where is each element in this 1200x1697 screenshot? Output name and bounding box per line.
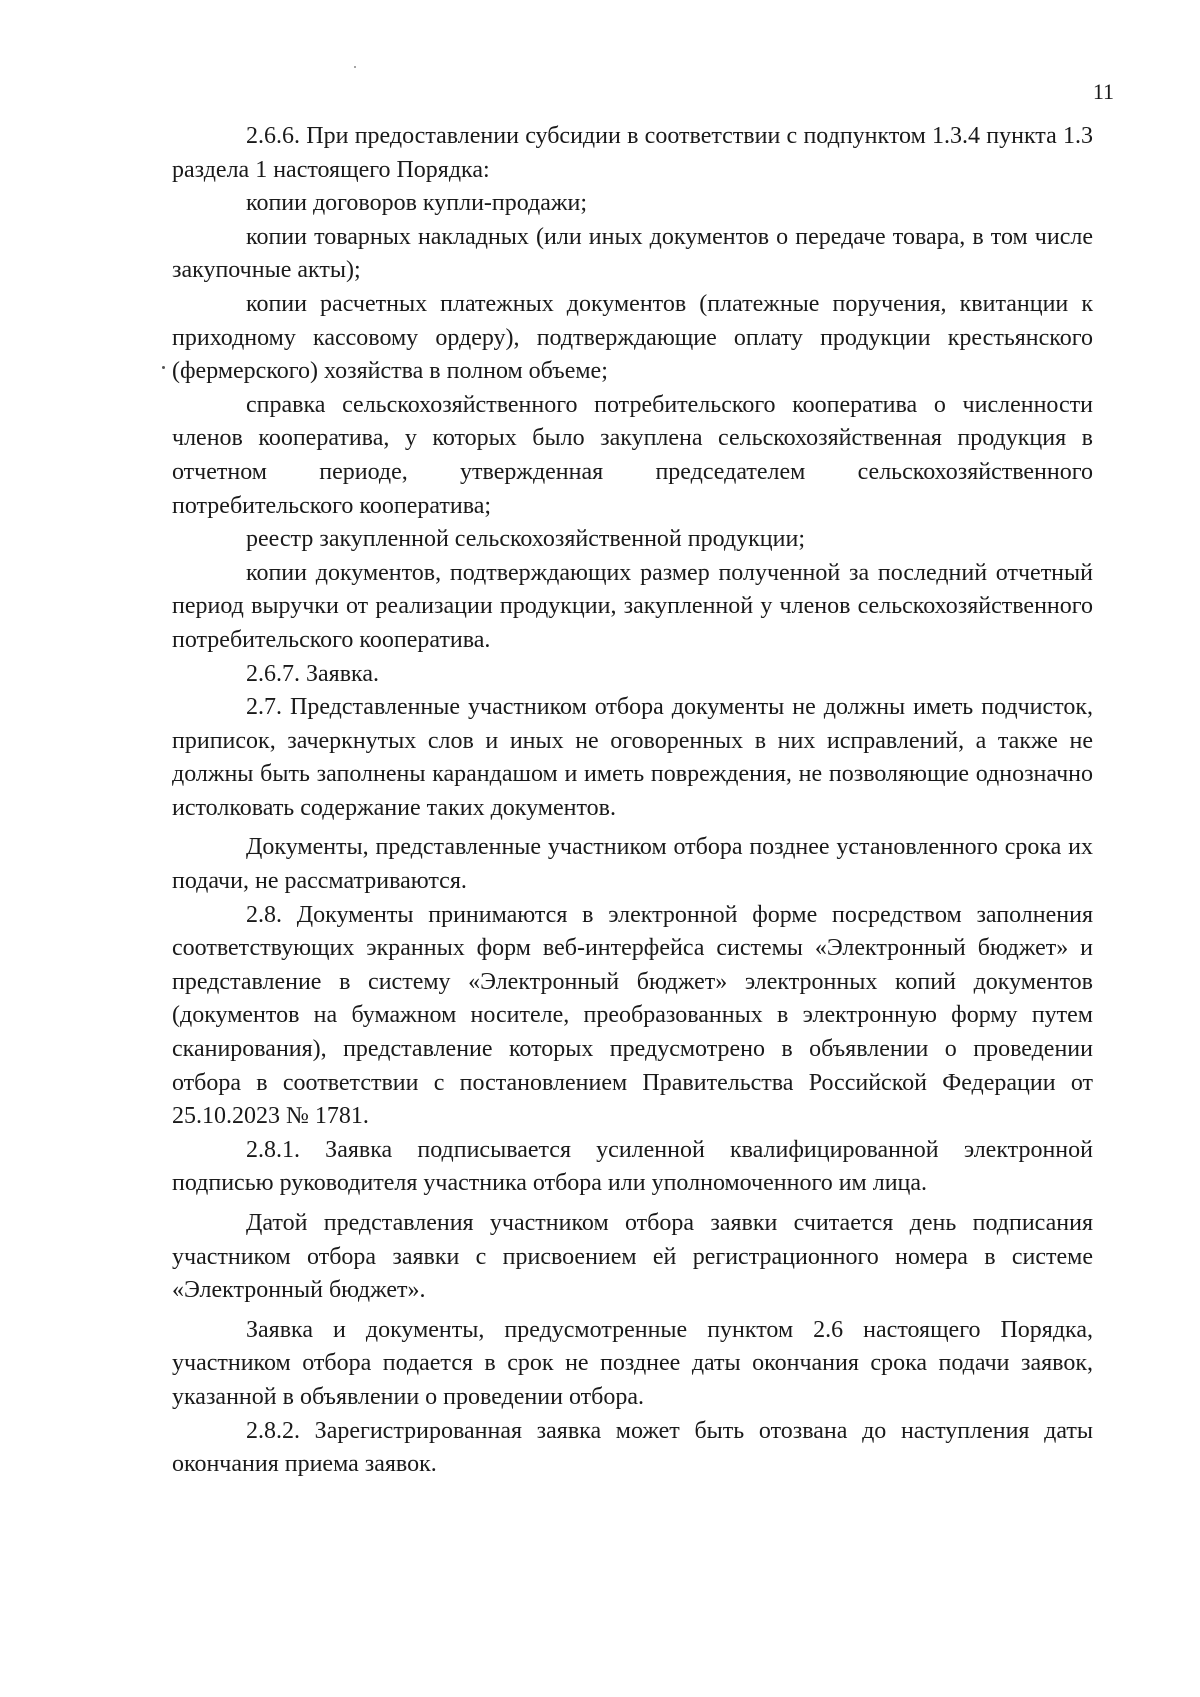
list-item-sale-contracts: копии договоров купли-продажи; (246, 190, 588, 217)
document-body (172, 120, 1093, 1482)
paragraph-2-6-6: 2.6.6. При предоставлении субсидии в соответствии с подпунктом 1.3.4 пункта 1.3 раздела 1 настоящего Порядка: (172, 123, 1093, 183)
paragraph-submission-date: Датой представления участником отбора заявки считается день подписания участником отбора заявки с присвоением ей регистрационного номера в системе «Электронный бюджет». (172, 1210, 1093, 1304)
paragraph-2-8: 2.8. Документы принимаются в электронной форме посредством заполнения соответствующих экранных форм веб-интерфейса системы «Электронный бюджет» и представление в систему «Электронный бюджет» электронных копий документов (документов на бумажном носителе, преобразованных в электронную форму путем сканирования), представление которых предусмотрено в объявлении о проведении отбора в соответствии с постановлением Правительства Российской Федерации от 25.10.2023 № 1781. (172, 901, 1093, 1130)
paragraph-late-documents: Документы, представленные участником отбора позднее установленного срока их подачи, не рассматриваются. (172, 834, 1093, 895)
paragraph-2-8-1: 2.8.1. Заявка подписывается усиленной квалифицированной электронной подписью руководителя участника отбора или уполномоченного им лица. (172, 1136, 1093, 1197)
list-item-registry: реестр закупленной сельскохозяйственной продукции; (246, 526, 805, 553)
list-item-payment-documents: копии расчетных платежных документов (платежные поручения, квитанции к приходному кассовому ордеру), подтверждающие оплату продукции крестьянского (фермерского) хозяйства в полном объеме; (172, 290, 1093, 385)
paragraph-2-7: 2.7. Представленные участником отбора документы не должны иметь подчисток, приписок, зачеркнутых слов и иных не оговоренных в них исправлений, а также не должны быть заполнены карандашом и иметь повреждения, не позволяющие однозначно истолковать содержание таких документов. (172, 694, 1093, 821)
list-item-invoices: копии товарных накладных (или иных документов о передаче товара, в том числе закупочные акты); (172, 223, 1093, 284)
scan-speck (162, 366, 165, 369)
paragraph-2-6-7: 2.6.7. Заявка. (246, 660, 379, 687)
list-item-cooperative-certificate: справка сельскохозяйственного потребительского кооператива о численности членов кооператива, у которых было закуплена сельскохозяйственная продукция в отчетном периоде, утвержденная председателем сельскохозяйственного потребительского кооператива; (172, 391, 1093, 519)
scan-speck (354, 66, 356, 68)
page-number: 11 (1092, 79, 1114, 104)
paragraph-submission-deadline: Заявка и документы, предусмотренные пунктом 2.6 настоящего Порядка, участником отбора подается в срок не позднее даты окончания срока подачи заявок, указанной в объявлении о проведении отбора. (172, 1316, 1093, 1410)
list-item-revenue-documents: копии документов, подтверждающих размер полученной за последний отчетный период выручки от реализации продукции, закупленной у членов сельскохозяйственного потребительского кооператива. (172, 559, 1093, 653)
paragraph-2-8-2: 2.8.2. Зарегистрированная заявка может быть отозвана до наступления даты окончания приема заявок. (172, 1417, 1093, 1478)
